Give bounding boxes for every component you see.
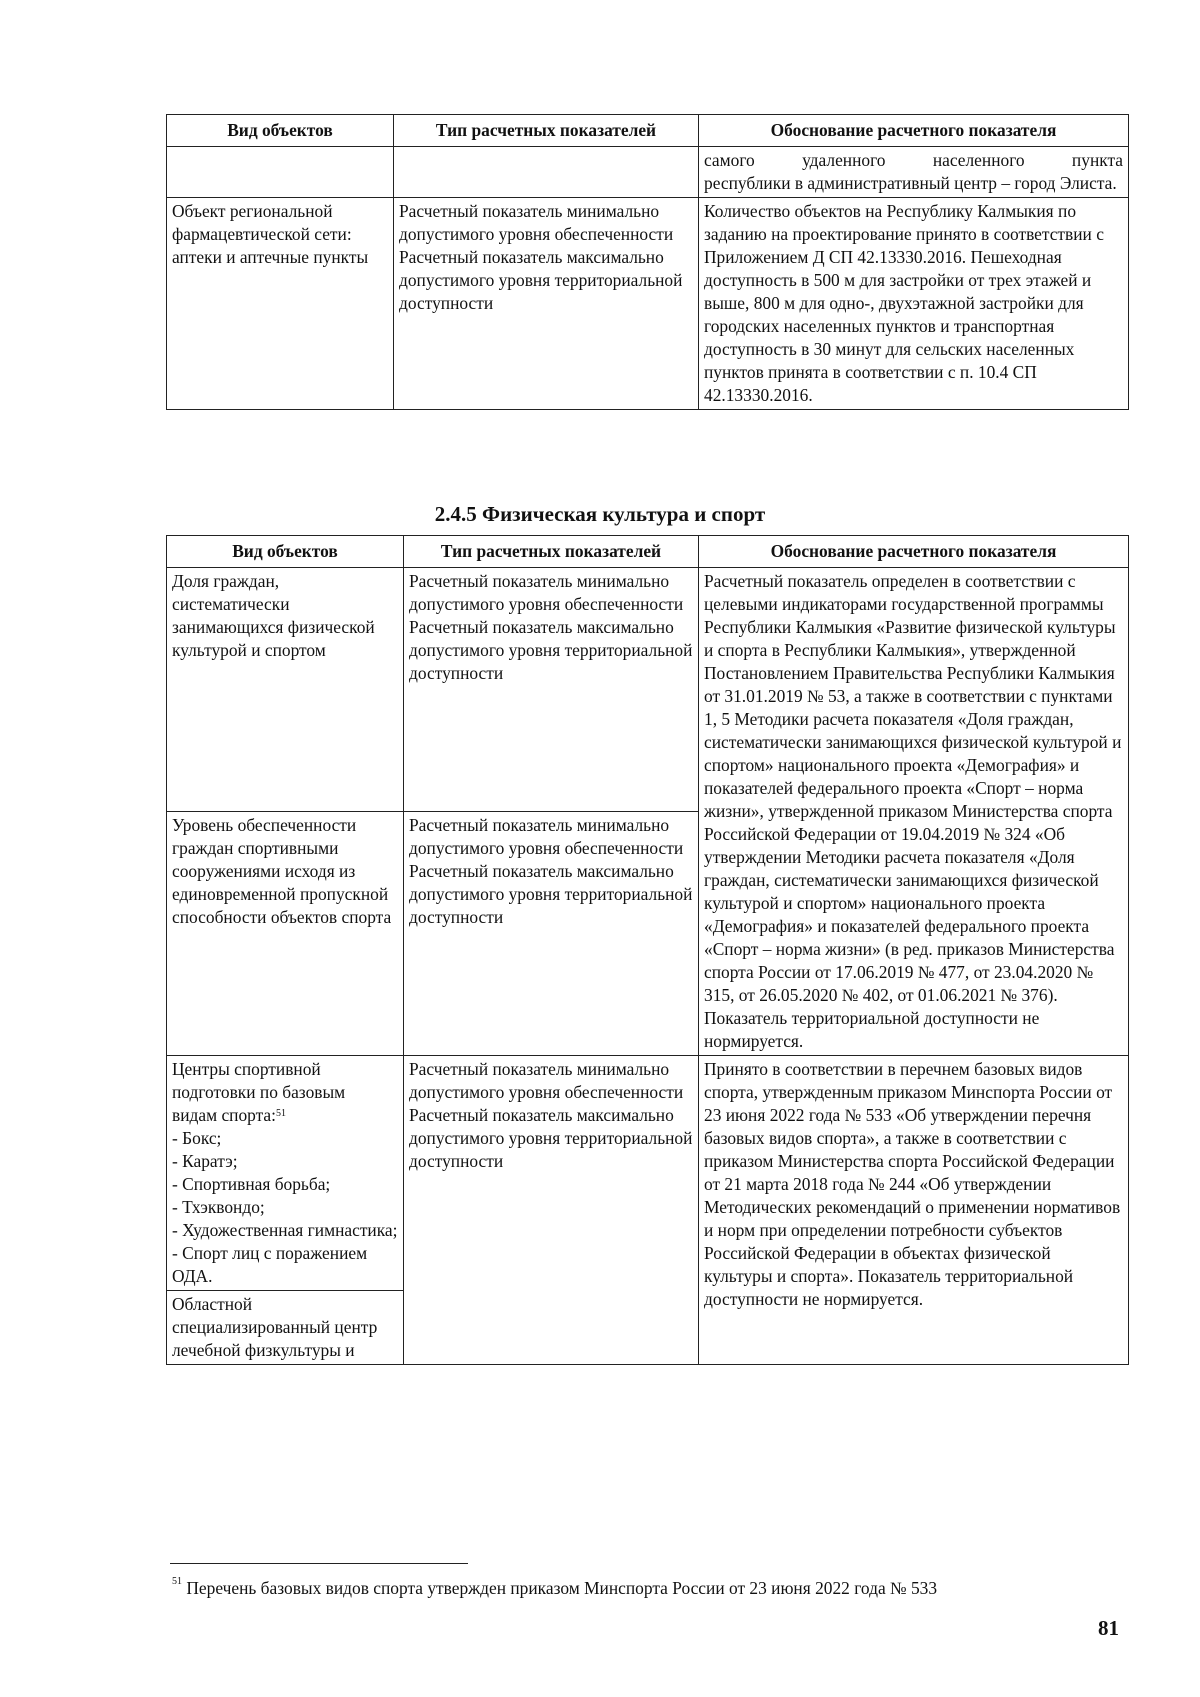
table-header-row bbox=[167, 536, 1129, 568]
indicator-type-cell: Расчетный показатель минимально допустимого уровня обеспеченности Расчетный показатель максимально допустимого уровня территориальной доступности bbox=[404, 1056, 699, 1365]
table-sport bbox=[166, 535, 1129, 1365]
object-type-line bbox=[172, 1104, 398, 1127]
page-number: 81 bbox=[1098, 1616, 1119, 1640]
table-pharmacy bbox=[166, 114, 1129, 410]
section-title: 2.4.5 Физическая культура и спорт bbox=[434, 502, 766, 526]
sport-list-item: - Каратэ; bbox=[172, 1151, 238, 1171]
object-type-cell: Объект региональной фармацевтической сети: аптеки и аптечные пункты bbox=[167, 198, 394, 410]
table-cell bbox=[394, 147, 699, 198]
table-row bbox=[167, 568, 1129, 812]
table-header-row bbox=[167, 115, 1129, 147]
footnote-text: Перечень базовых видов спорта утвержден приказом Минспорта России от 23 июня 2022 года № 533 bbox=[186, 1578, 938, 1598]
object-type-cell bbox=[167, 1056, 404, 1291]
table-cell bbox=[699, 147, 1129, 198]
justification-text-line: самого удаленного населенного пункта bbox=[704, 150, 1123, 170]
footnote-divider bbox=[170, 1563, 468, 1564]
header-object-type: Вид объектов bbox=[167, 115, 394, 147]
header-object-type: Вид объектов bbox=[167, 536, 404, 568]
table-row bbox=[167, 198, 1129, 410]
header-justification: Обоснование расчетного показателя bbox=[699, 536, 1129, 568]
justification-text: республики в административный центр – город Элиста. bbox=[704, 173, 1117, 193]
sport-list-item: - Художественная гимнастика; bbox=[172, 1220, 398, 1240]
object-type-cell: Доля граждан, систематически занимающихся физической культурой и спортом bbox=[167, 568, 404, 812]
object-type-cell: Областной специализированный центр лечебной физкультуры и bbox=[167, 1291, 404, 1365]
object-type-line: Центры спортивной bbox=[172, 1059, 321, 1079]
sport-list-item: - Тхэквондо; bbox=[172, 1197, 265, 1217]
footnote bbox=[172, 1578, 937, 1599]
justification-cell: Количество объектов на Республику Калмыкия по заданию на проектирование принято в соответствии с Приложением Д СП 42.13330.2016. Пешеходная доступность в 500 м для застройки от трех этажей и выше, 800 м для одно-, двухэтажной застройки для городских населенных пунктов и транспортная доступность в 30 минут для сельских населенных пунктов принята в соответствии с п. 10.4 СП 42.13330.2016. bbox=[699, 198, 1129, 410]
indicator-type-cell: Расчетный показатель минимально допустимого уровня обеспеченности Расчетный показатель максимально допустимого уровня территориальной доступности bbox=[404, 812, 699, 1056]
justification-cell: Принято в соответствии в перечнем базовых видов спорта, утвержденным приказом Минспорта России от 23 июня 2022 года № 533 «Об утверждении перечня базовых видов спорта», а также в соответствии с приказом Министерства спорта Российской Федерации от 21 марта 2018 года № 244 «Об утверждении Методических рекомендаций о применении нормативов и норм при определении потребности субъектов Российской Федерации в объектах физической культуры и спорта». Показатель территориальной доступности не нормируется. bbox=[699, 1056, 1129, 1365]
sport-list-item: - Спортивная борьба; bbox=[172, 1174, 331, 1194]
table-row bbox=[167, 147, 1129, 198]
header-justification: Обоснование расчетного показателя bbox=[699, 115, 1129, 147]
table-cell bbox=[167, 147, 394, 198]
indicator-type-cell: Расчетный показатель минимально допустимого уровня обеспеченности Расчетный показатель максимально допустимого уровня территориальной доступности bbox=[404, 568, 699, 812]
sport-list-item: - Спорт лиц с поражением ОДА. bbox=[172, 1243, 368, 1286]
object-type-line: подготовки по базовым bbox=[172, 1082, 346, 1102]
table-row bbox=[167, 1056, 1129, 1291]
footnote-ref[interactable]: 51 bbox=[276, 1108, 286, 1119]
indicator-type-cell: Расчетный показатель минимально допустимого уровня обеспеченности Расчетный показатель максимально допустимого уровня территориальной доступности bbox=[394, 198, 699, 410]
footnote-number: 51 bbox=[172, 1576, 182, 1587]
header-indicator-type: Тип расчетных показателей bbox=[394, 115, 699, 147]
justification-cell: Расчетный показатель определен в соответствии с целевыми индикаторами государственной программы Республики Калмыкия «Развитие физической культуры и спорта в Республики Калмыкия», утвержденной Постановлением Правительства Республики Калмыкия от 31.01.2019 № 53, а также в соответствии с пунктами 1, 5 Методики расчета показателя «Доля граждан, систематически занимающихся физической культурой и спортом» национального проекта «Демография» и показателей федерального проекта «Спорт – норма жизни», утвержденной приказом Министерства спорта Российской Федерации от 19.04.2019 № 324 «Об утверждении Методики расчета показателя «Доля граждан, систематически занимающихся физической культурой и спортом» национального проекта «Демография» и показателей федерального проекта «Спорт – норма жизни» (в ред. приказов Министерства спорта России от 17.06.2019 № 477, от 23.04.2020 № 315, от 26.05.2020 № 402, от 01.06.2021 № 376). Показатель территориальной доступности не нормируется. bbox=[699, 568, 1129, 1056]
sport-list-item: - Бокс; bbox=[172, 1128, 222, 1148]
header-indicator-type: Тип расчетных показателей bbox=[404, 536, 699, 568]
object-type-cell: Уровень обеспеченности граждан спортивными сооружениями исходя из единовременной пропускной способности объектов спорта bbox=[167, 812, 404, 1056]
object-type-text: видам спорта: bbox=[172, 1105, 276, 1125]
